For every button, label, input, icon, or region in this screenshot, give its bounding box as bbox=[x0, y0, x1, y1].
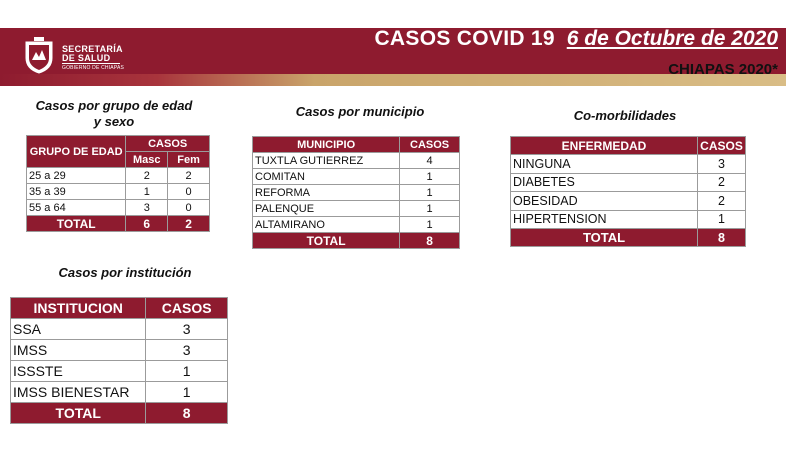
total-label: TOTAL bbox=[511, 228, 698, 246]
municipio-name: COMITAN bbox=[253, 169, 400, 185]
table-row bbox=[11, 340, 228, 361]
header-banner bbox=[0, 0, 786, 92]
col-header-cases: CASOS bbox=[698, 137, 746, 155]
table-row bbox=[511, 192, 746, 210]
institution-title: Casos por institución bbox=[58, 265, 192, 280]
col-header-male: Masc bbox=[126, 152, 168, 168]
municipio-name: REFORMA bbox=[253, 185, 400, 201]
col-header-institution: INSTITUCION bbox=[11, 298, 146, 319]
female-count: 2 bbox=[168, 168, 210, 184]
institution-cases: 3 bbox=[146, 319, 228, 340]
org-name-line1: SECRETARÍA bbox=[62, 44, 123, 54]
table-row bbox=[511, 210, 746, 228]
total-row bbox=[27, 216, 210, 232]
table-row bbox=[27, 168, 210, 184]
table-row bbox=[511, 173, 746, 191]
col-header-female: Fem bbox=[168, 152, 210, 168]
banner-divider bbox=[0, 86, 786, 92]
col-header-cases: CASOS bbox=[126, 136, 210, 152]
table-row bbox=[511, 155, 746, 173]
col-header-group: GRUPO DE EDAD bbox=[27, 136, 126, 168]
male-count: 1 bbox=[126, 184, 168, 200]
municipio-table bbox=[252, 136, 460, 249]
institution-cases: 1 bbox=[146, 382, 228, 403]
table-row bbox=[253, 153, 460, 169]
total-male: 6 bbox=[126, 216, 168, 232]
municipio-name: TUXTLA GUTIERREZ bbox=[253, 153, 400, 169]
chiapas-seal-icon bbox=[22, 36, 56, 74]
female-count: 0 bbox=[168, 200, 210, 216]
institution-table bbox=[10, 297, 228, 424]
table-row bbox=[253, 169, 460, 185]
region-label: CHIAPAS 2020* bbox=[668, 61, 778, 78]
male-count: 2 bbox=[126, 168, 168, 184]
table-row bbox=[11, 361, 228, 382]
municipio-cases: 1 bbox=[400, 201, 460, 217]
disease-name: HIPERTENSION bbox=[511, 210, 698, 228]
female-count: 0 bbox=[168, 184, 210, 200]
logo-divider bbox=[62, 63, 120, 64]
age-group: 25 a 29 bbox=[27, 168, 126, 184]
table-row bbox=[11, 382, 228, 403]
total-value: 8 bbox=[146, 403, 228, 424]
municipio-title: Casos por municipio bbox=[295, 104, 425, 119]
table-row bbox=[11, 319, 228, 340]
disease-name: OBESIDAD bbox=[511, 192, 698, 210]
age-group: 35 a 39 bbox=[27, 184, 126, 200]
total-row bbox=[253, 233, 460, 249]
table-row bbox=[27, 184, 210, 200]
age-sex-table bbox=[26, 135, 210, 232]
municipio-cases: 1 bbox=[400, 217, 460, 233]
table-row bbox=[253, 217, 460, 233]
disease-name: NINGUNA bbox=[511, 155, 698, 173]
disease-cases: 2 bbox=[698, 173, 746, 191]
age-group: 55 a 64 bbox=[27, 200, 126, 216]
institution-name: IMSS BIENESTAR bbox=[11, 382, 146, 403]
title-date: 6 de Octubre de 2020 bbox=[566, 27, 778, 50]
table-row bbox=[27, 200, 210, 216]
municipio-cases: 1 bbox=[400, 185, 460, 201]
total-label: TOTAL bbox=[253, 233, 400, 249]
total-label: TOTAL bbox=[11, 403, 146, 424]
org-name-line3: GOBIERNO DE CHIAPAS bbox=[62, 65, 125, 71]
col-header-municipio: MUNICIPIO bbox=[253, 137, 400, 153]
disease-cases: 2 bbox=[698, 192, 746, 210]
comorbidities-table bbox=[510, 136, 746, 247]
col-header-disease: ENFERMEDAD bbox=[511, 137, 698, 155]
table-row bbox=[253, 185, 460, 201]
col-header-cases: CASOS bbox=[146, 298, 228, 319]
institution-name: IMSS bbox=[11, 340, 146, 361]
total-row bbox=[11, 403, 228, 424]
page-title bbox=[374, 27, 778, 53]
total-value: 8 bbox=[400, 233, 460, 249]
col-header-cases: CASOS bbox=[400, 137, 460, 153]
org-name-line2: DE SALUD bbox=[62, 53, 111, 63]
total-row bbox=[511, 228, 746, 246]
municipio-name: ALTAMIRANO bbox=[253, 217, 400, 233]
age-sex-title: Casos por grupo de edad y sexo bbox=[35, 98, 193, 129]
institution-name: SSA bbox=[11, 319, 146, 340]
table-row bbox=[253, 201, 460, 217]
municipio-cases: 4 bbox=[400, 153, 460, 169]
comorbidities-title: Co-morbilidades bbox=[573, 108, 677, 123]
institution-cases: 3 bbox=[146, 340, 228, 361]
male-count: 3 bbox=[126, 200, 168, 216]
disease-cases: 1 bbox=[698, 210, 746, 228]
disease-name: DIABETES bbox=[511, 173, 698, 191]
title-text: CASOS COVID 19 bbox=[374, 27, 555, 50]
total-value: 8 bbox=[698, 228, 746, 246]
disease-cases: 3 bbox=[698, 155, 746, 173]
municipio-cases: 1 bbox=[400, 169, 460, 185]
total-label: TOTAL bbox=[27, 216, 126, 232]
municipio-name: PALENQUE bbox=[253, 201, 400, 217]
institution-cases: 1 bbox=[146, 361, 228, 382]
institution-name: ISSSTE bbox=[11, 361, 146, 382]
total-female: 2 bbox=[168, 216, 210, 232]
